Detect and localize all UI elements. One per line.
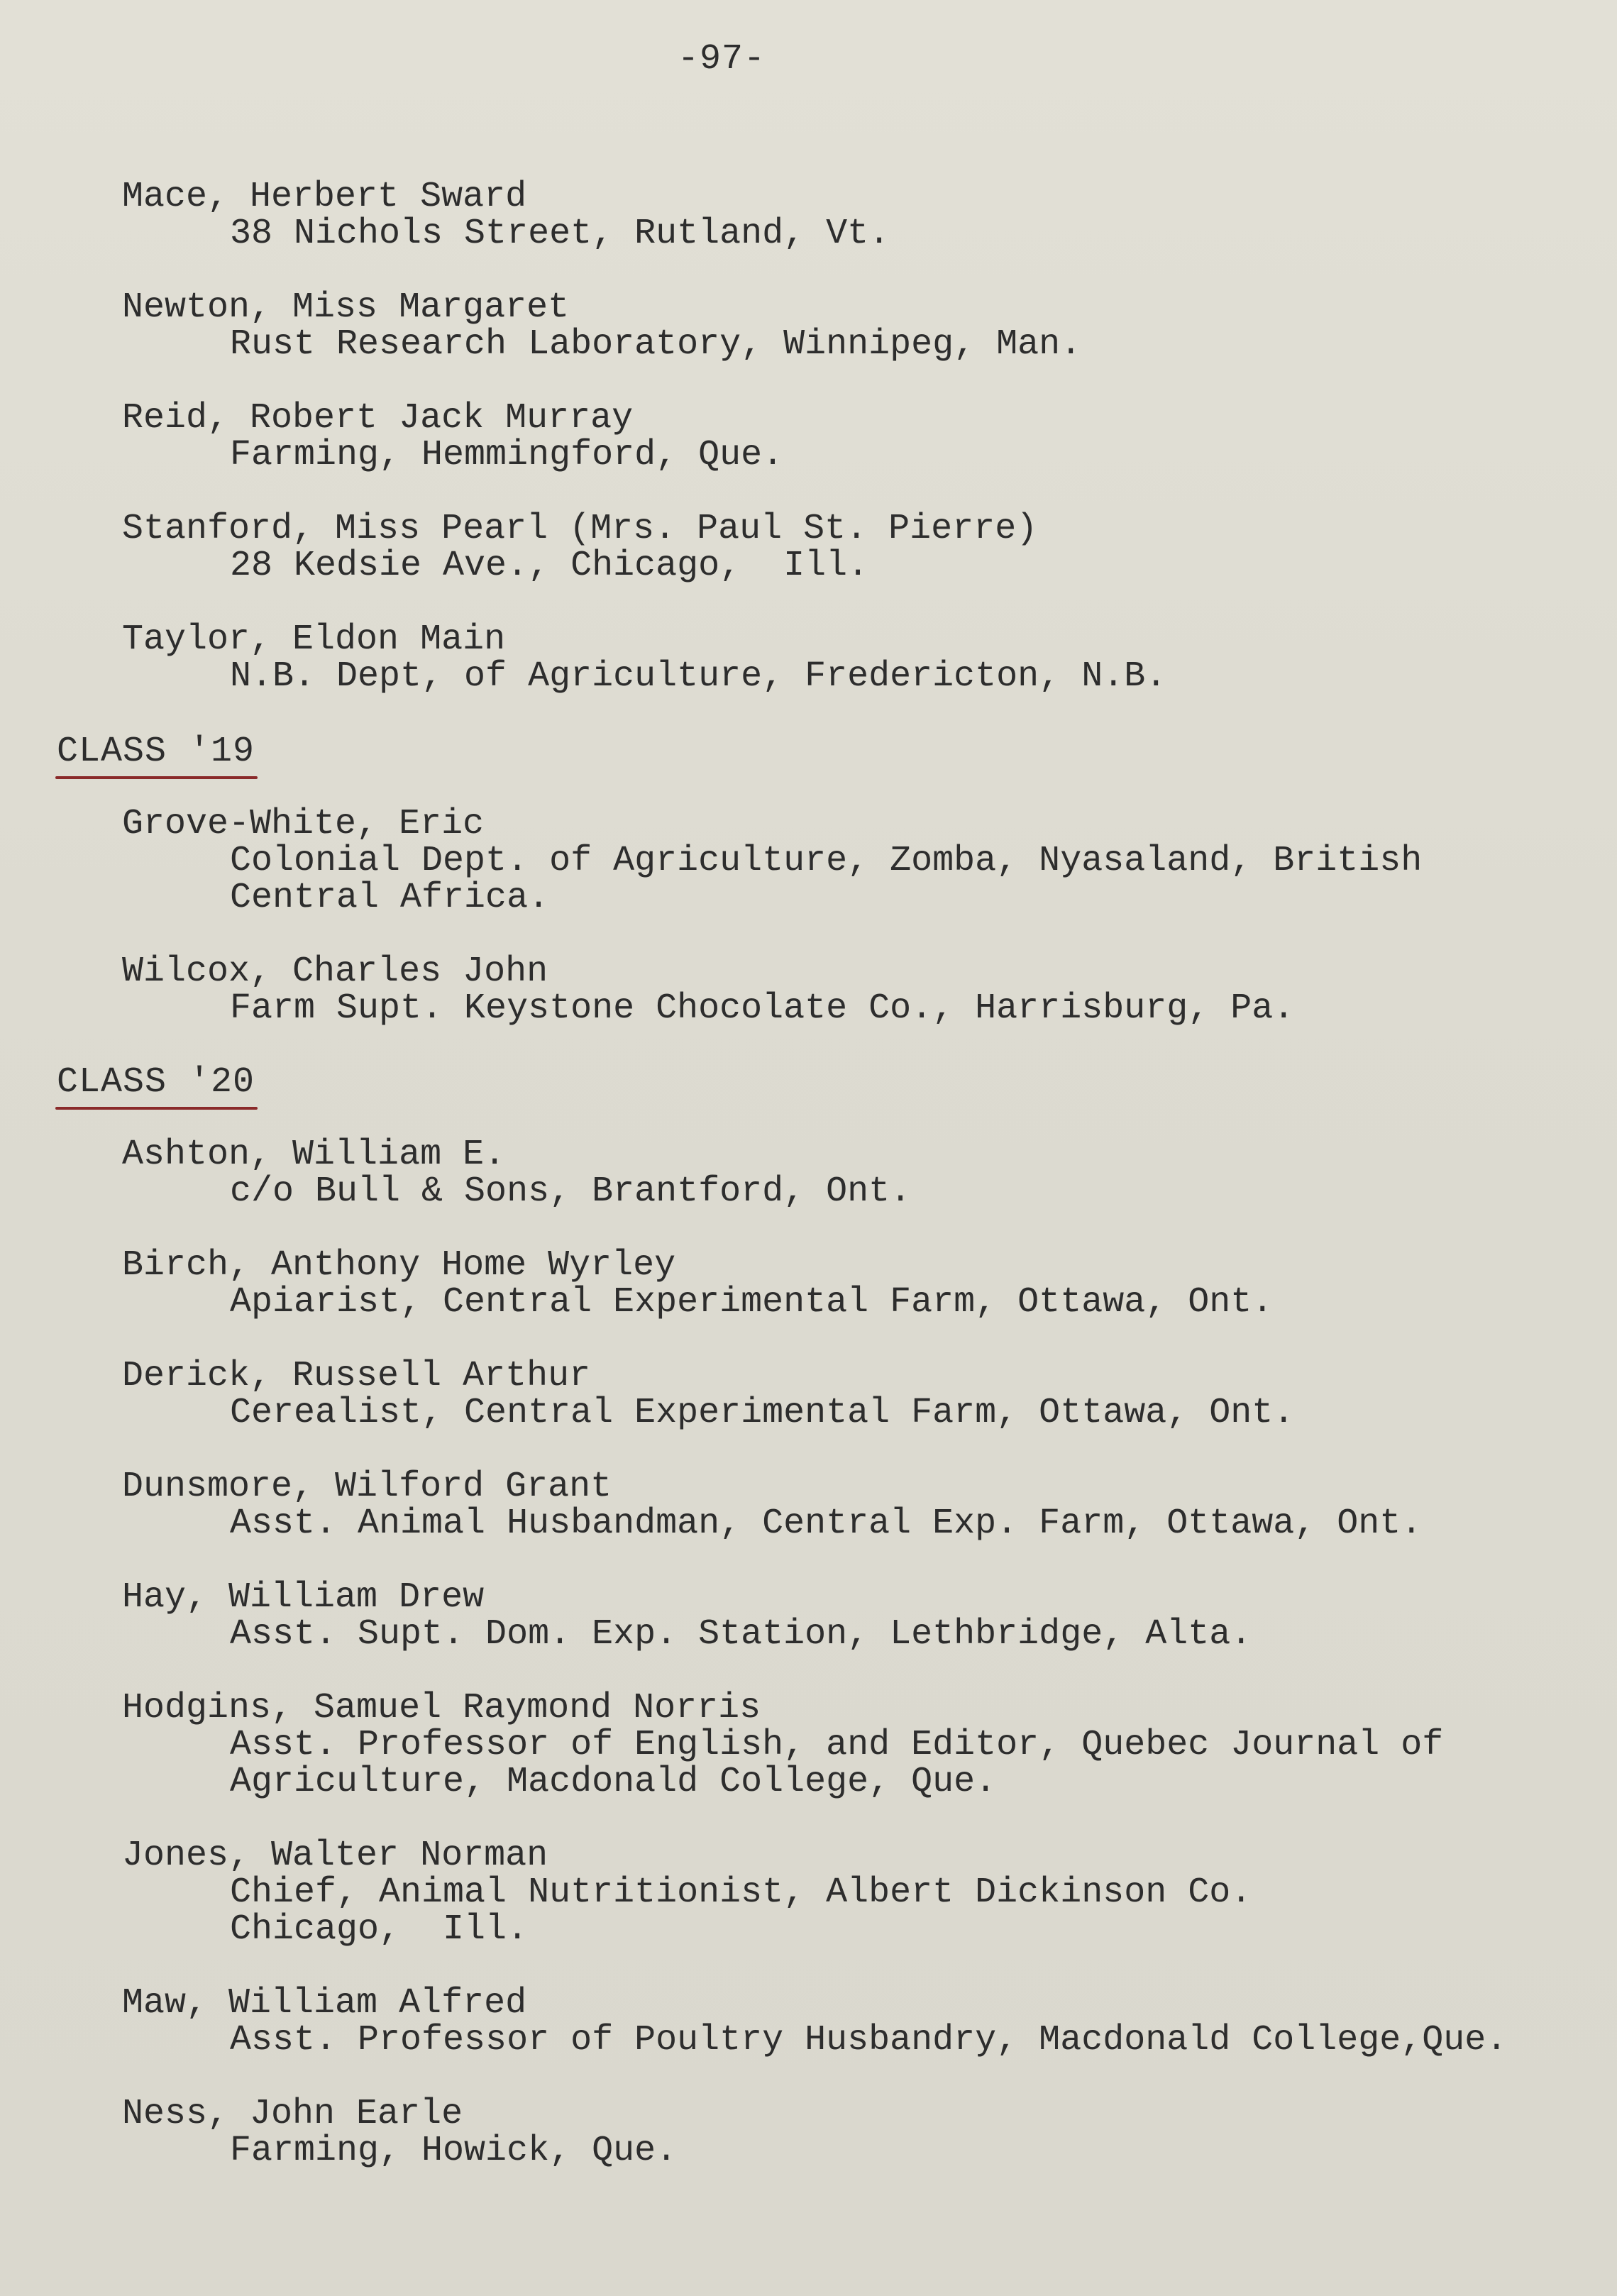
entry-name: Grove-White, Eric xyxy=(122,804,485,844)
entry-name: Hay, William Drew xyxy=(122,1577,485,1618)
entry-name: Ashton, William E. xyxy=(122,1135,506,1175)
entry-detail: Rust Research Laboratory, Winnipeg, Man. xyxy=(230,324,1082,365)
list-item xyxy=(122,1579,1541,1653)
entry-detail: Central Africa. xyxy=(230,878,550,918)
entry-detail: Agriculture, Macdonald College, Que. xyxy=(230,1762,997,1802)
list-item xyxy=(122,1358,1541,1432)
entry-detail: Asst. Supt. Dom. Exp. Station, Lethbridge, Alta. xyxy=(230,1614,1252,1655)
entry-detail: c/o Bull & Sons, Brantford, Ont. xyxy=(230,1171,912,1212)
entry-detail: Asst. Animal Husbandman, Central Exp. Farm, Ottawa, Ont. xyxy=(230,1503,1423,1544)
entry-detail: Asst. Professor of Poultry Husbandry, Macdonald College,Que. xyxy=(230,2020,1508,2060)
entry-name: Reid, Robert Jack Murray xyxy=(122,398,634,438)
list-item xyxy=(122,2096,1541,2170)
entry-detail: Chief, Animal Nutritionist, Albert Dickinson Co. xyxy=(230,1872,1252,1913)
list-item xyxy=(122,400,1541,474)
class-20-section xyxy=(57,1064,1547,1105)
list-item xyxy=(122,1690,1541,1801)
list-item xyxy=(122,1985,1541,2059)
list-item xyxy=(122,179,1541,253)
entry-detail: 38 Nichols Street, Rutland, Vt. xyxy=(230,214,890,254)
entry-name: Maw, William Alfred xyxy=(122,1983,527,2024)
list-item xyxy=(122,1469,1541,1542)
section-heading: CLASS '20 xyxy=(57,1064,255,1105)
list-item xyxy=(122,1137,1541,1210)
entry-detail: 28 Kedsie Ave., Chicago, Ill. xyxy=(230,546,869,586)
list-item xyxy=(122,289,1541,363)
entry-name: Dunsmore, Wilford Grant xyxy=(122,1467,612,1507)
entry-name: Jones, Walter Norman xyxy=(122,1836,548,1876)
entry-detail: Apiarist, Central Experimental Farm, Ottawa, Ont. xyxy=(230,1282,1274,1323)
entry-name: Derick, Russell Arthur xyxy=(122,1356,591,1396)
entry-detail: N.B. Dept, of Agriculture, Fredericton, N.B. xyxy=(230,656,1167,697)
page-number: -97- xyxy=(678,39,766,79)
list-item xyxy=(122,951,1541,1029)
entry-name: Hodgins, Samuel Raymond Norris xyxy=(122,1688,761,1728)
entry-name: Wilcox, Charles John xyxy=(122,951,548,992)
entry-detail: Farm Supt. Keystone Chocolate Co., Harrisburg, Pa. xyxy=(230,988,1295,1029)
entry-detail: Asst. Professor of English, and Editor, Quebec Journal of xyxy=(230,1725,1444,1765)
entry-detail: Cerealist, Central Experimental Farm, Ottawa, Ont. xyxy=(230,1393,1295,1433)
list-item xyxy=(122,1838,1541,1948)
list-item xyxy=(122,1247,1541,1321)
entry-name: Taylor, Eldon Main xyxy=(122,619,506,660)
class-19-section xyxy=(57,734,1547,775)
entry-name: Mace, Herbert Sward xyxy=(122,177,527,217)
list-item xyxy=(122,619,1541,697)
entry-name: Birch, Anthony Home Wyrley xyxy=(122,1245,676,1286)
entry-detail: Colonial Dept. of Agriculture, Zomba, Nyasaland, British xyxy=(230,841,1423,881)
entry-name: Ness, John Earle xyxy=(122,2094,463,2134)
entry-name: Stanford, Miss Pearl (Mrs. Paul St. Pierre) xyxy=(122,509,1038,549)
list-item xyxy=(122,806,1541,917)
entry-detail: Farming, Hemmingford, Que. xyxy=(230,435,784,475)
entry-detail: Farming, Howick, Que. xyxy=(230,2131,678,2171)
section-heading: CLASS '19 xyxy=(57,734,255,775)
list-item xyxy=(122,511,1541,585)
entry-name: Newton, Miss Margaret xyxy=(122,287,570,328)
entry-detail: Chicago, Ill. xyxy=(230,1909,529,1950)
